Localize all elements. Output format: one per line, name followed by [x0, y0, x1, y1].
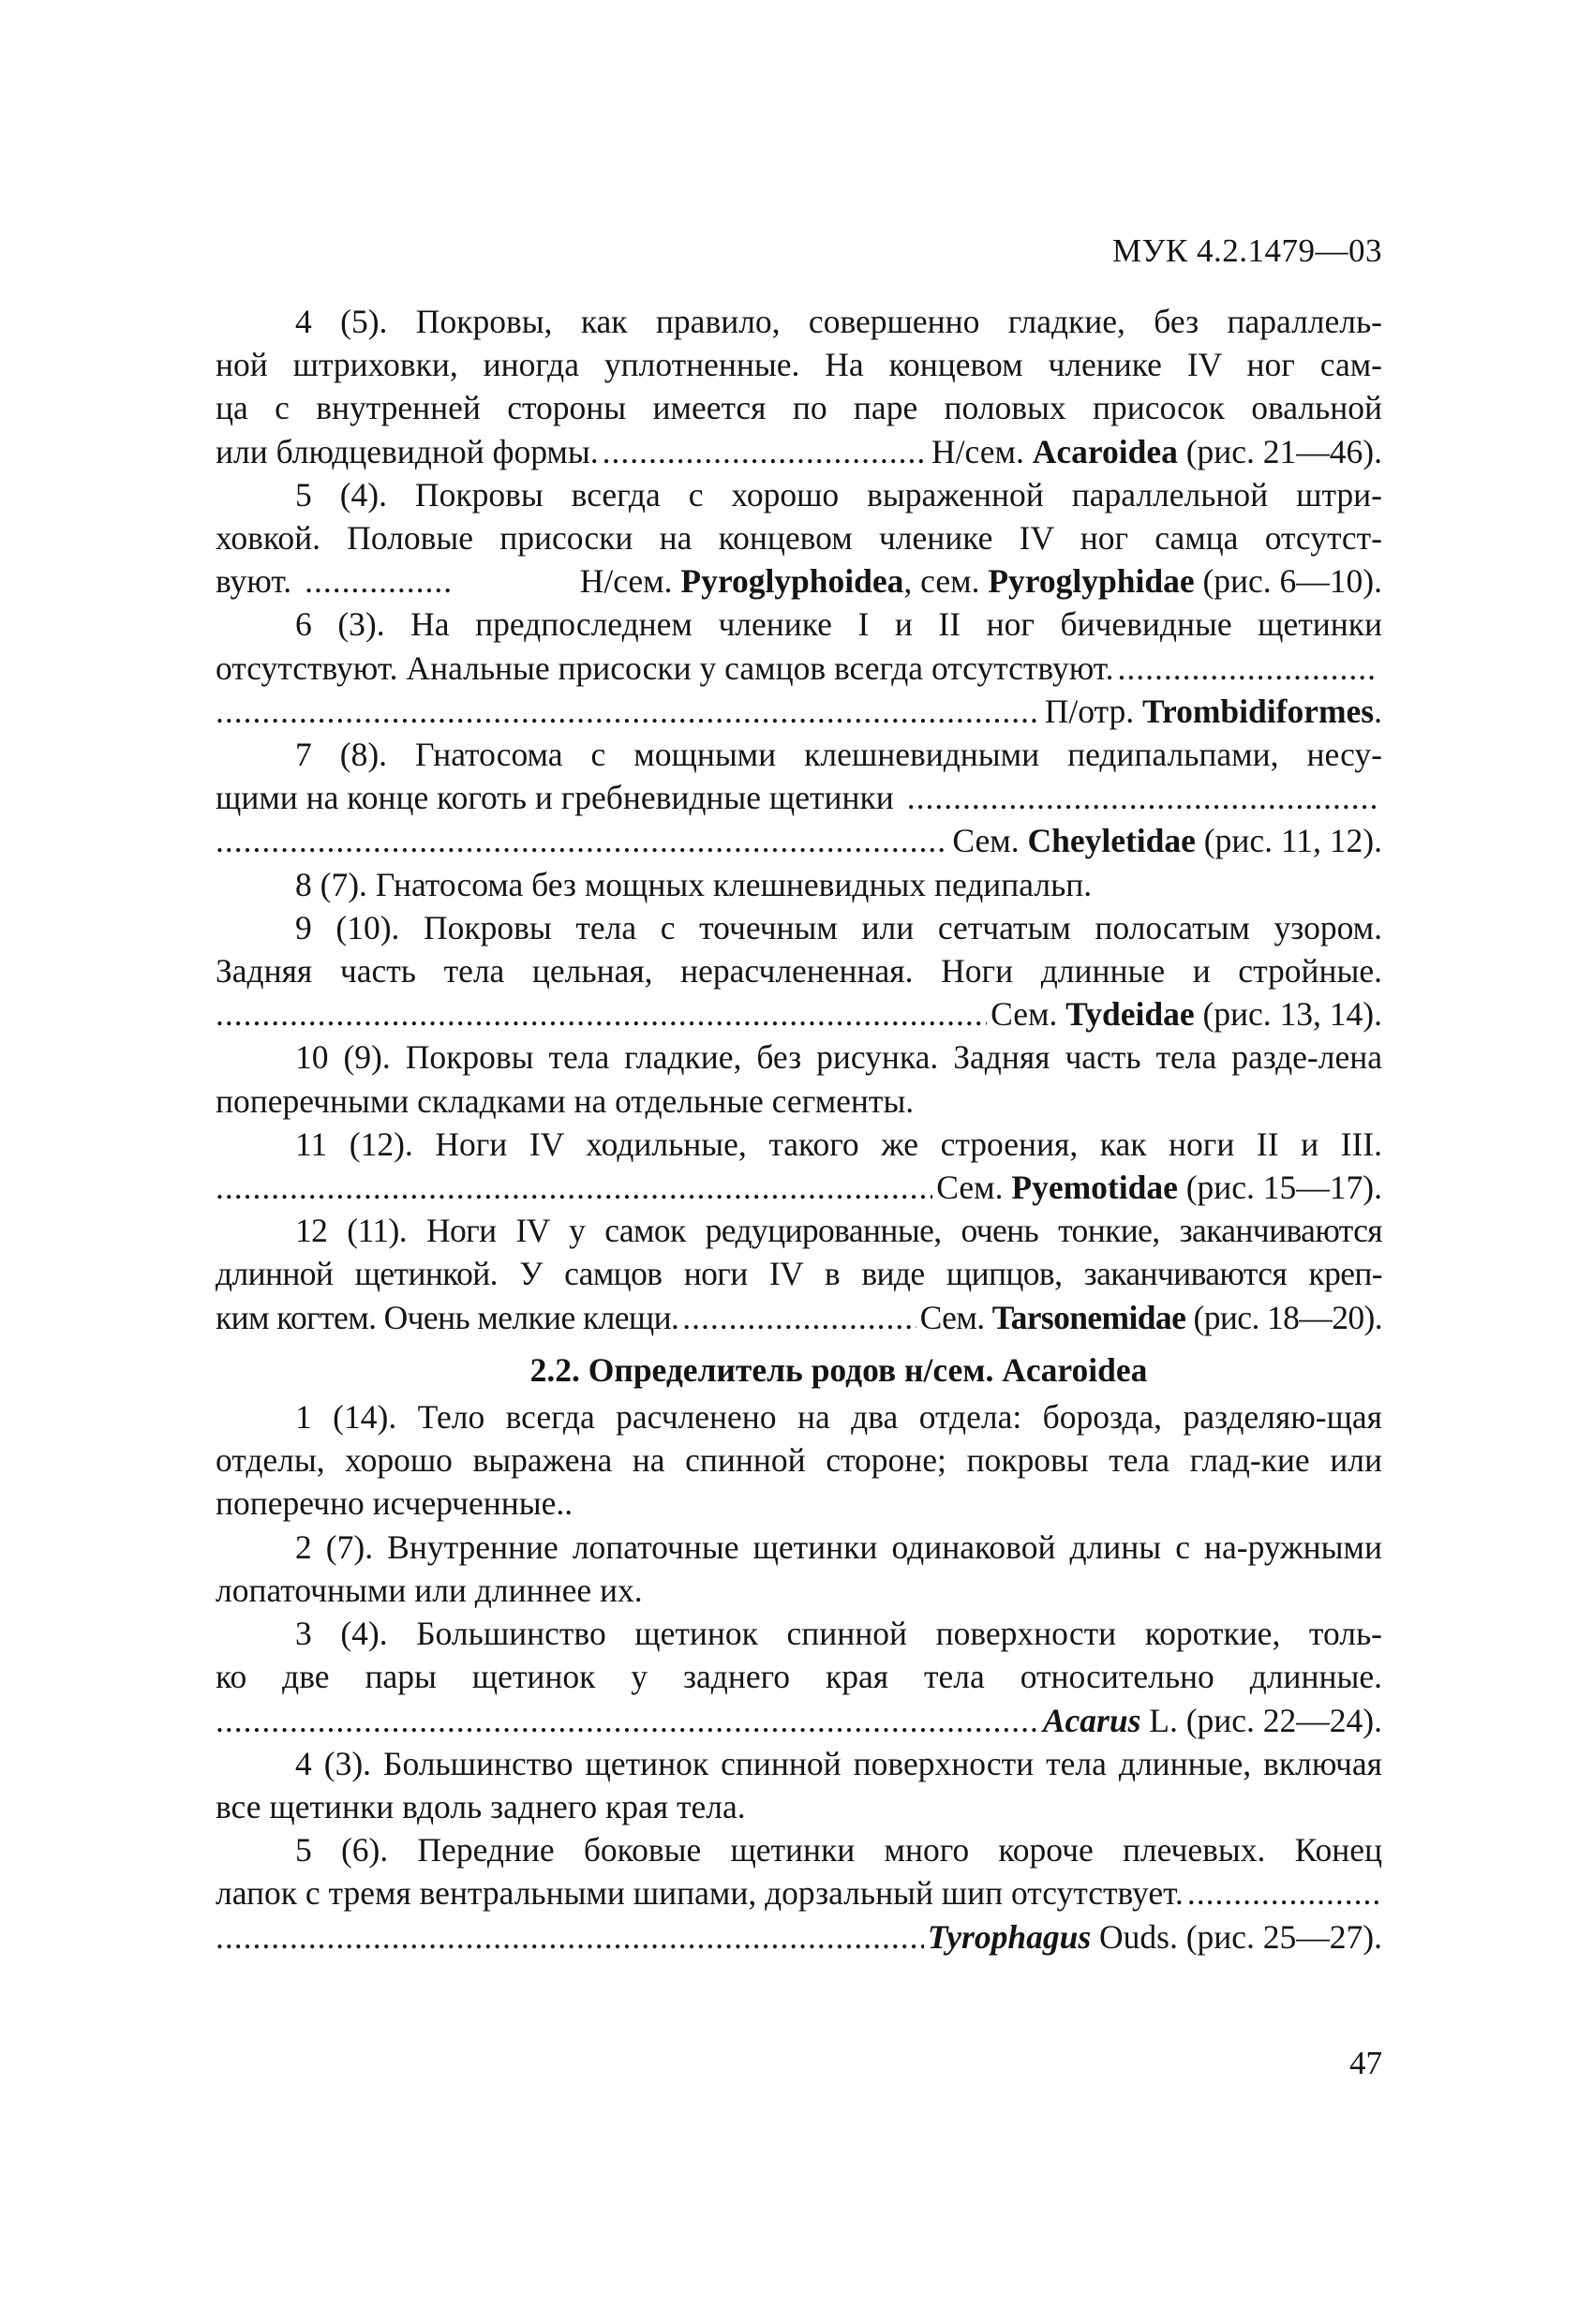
key-entry-10: 10 (9). Покровы тела гладкие, без рисунка. Задняя часть тела разде-лена поперечными складками на отдельные сегменты.	[216, 1038, 1382, 1120]
key-result	[991, 992, 1382, 1035]
text-line: лапок с тремя вентральными шипами, дорзальный шип отсутствует.	[216, 1874, 1184, 1913]
dot-leader	[216, 1915, 924, 1959]
text-line: отсутствуют. Анальные присоски у самцов всегда отсутствуют.	[216, 648, 1114, 687]
dot-leader	[603, 430, 928, 473]
genus-entry-2: 2 (7). Внутренние лопаточные щетинки одинаковой длины с на-ружными лопаточными или длиннее их.	[216, 1527, 1382, 1609]
page-number: 47	[1349, 2045, 1382, 2081]
text-line: 5 (6). Передние боковые щетинки много короче плечевых. Конец	[295, 1831, 1382, 1870]
taxon-name: Pyroglyphoidea	[680, 562, 904, 601]
text-line: щими на конце коготь и гребневидные щетинки	[216, 779, 894, 817]
page-body	[216, 300, 1382, 1959]
rank-label: Сем.	[936, 1169, 1004, 1207]
section-heading: 2.2. Определитель родов н/сем. Acaroidea	[529, 1350, 1148, 1389]
key-entry-8: 8 (7). Гнатосома без мощных клешневидных педипальп.	[295, 865, 1093, 903]
key-entry-4	[216, 300, 1382, 473]
text-line: 4 (5). Покровы, как правило, совершенно гладкие, без параллель-	[295, 303, 1382, 340]
key-result	[1045, 690, 1382, 733]
rank-label: , сем.	[903, 562, 980, 601]
genus-entry-1: 1 (14). Тело всегда расчленено на два отдела: борозда, разделяю-щая отделы, хорошо выражена на спинной стороне; покровы тела глад-кие или поперечно исчерченные..	[216, 1398, 1382, 1523]
key-result	[1043, 1699, 1382, 1742]
dot-leader	[216, 690, 1041, 733]
key-result	[936, 1166, 1382, 1209]
text-line: ким когтем. Очень мелкие клещи.	[216, 1298, 679, 1336]
punctuation: .	[1374, 692, 1382, 730]
figure-ref: Ouds. (рис. 25—27).	[1099, 1917, 1382, 1956]
text-line: ной штриховки, иногда уплотненные. На концевом членике IV ног сам-	[216, 346, 1382, 384]
text-line: ко две пары щетинок у заднего края тела относительно длинные.	[216, 1658, 1382, 1696]
document-code-header: МУК 4.2.1479—03	[1112, 232, 1382, 269]
dot-leader	[305, 559, 454, 603]
text-line: Задняя часть тела цельная, нерасчлененная. Ноги длинные и стройные.	[216, 952, 1382, 991]
dot-leader	[1187, 1871, 1378, 1914]
key-entry-5	[216, 473, 1382, 603]
text-line: ховкой. Половые присоски на концевом членике IV ног самца отсутст-	[216, 519, 1382, 558]
dot-leader	[1118, 647, 1379, 690]
key-entry-7	[216, 733, 1382, 863]
text-line: ца с внутренней стороны имеется по паре половых присосок овальной	[216, 389, 1382, 427]
figure-ref: (рис. 11, 12).	[1203, 822, 1382, 860]
text-line: 12 (11). Ноги IV у самок редуцированные, очень тонкие, заканчиваются	[295, 1212, 1382, 1250]
key-result	[458, 559, 1382, 603]
dot-leader	[682, 1296, 916, 1339]
dot-leader	[216, 1699, 1039, 1742]
figure-ref: L. (рис. 22—24).	[1149, 1701, 1382, 1739]
genus-name: Acarus	[1042, 1701, 1141, 1739]
text-line: 6 (3). На предпоследнем членике I и II ног бичевидные щетинки	[295, 605, 1382, 644]
figure-ref: (рис. 21—46).	[1185, 432, 1382, 470]
dot-leader	[216, 819, 948, 862]
figure-ref: (рис. 15—17).	[1185, 1169, 1382, 1207]
text-line: вуют.	[216, 562, 292, 601]
rank-label: Н/сем.	[579, 562, 673, 601]
key-result	[952, 819, 1382, 862]
key-entry-12	[216, 1209, 1382, 1339]
key-entry-9	[216, 906, 1382, 1036]
text-line: 7 (8). Гнатосома с мощными клешневидными педипальпами, несу-	[295, 736, 1382, 774]
text-line: 9 (10). Покровы тела с точечным или сетчатым полосатым узором.	[295, 908, 1382, 946]
rank-label: П/отр.	[1044, 692, 1135, 730]
dot-leader	[216, 992, 987, 1035]
genus-entry-5	[216, 1828, 1382, 1959]
rank-label: Сем.	[919, 1298, 985, 1336]
taxon-name: Acaroidea	[1032, 432, 1178, 470]
figure-ref: (рис. 18—20).	[1193, 1298, 1382, 1336]
genus-entry-4: 4 (3). Большинство щетинок спинной поверхности тела длинные, включая все щетинки вдоль заднего края тела.	[216, 1744, 1382, 1825]
key-entry-6	[216, 603, 1382, 733]
text-line: длинной щетинкой. У самцов ноги IV в виде щипцов, заканчиваются креп-	[216, 1255, 1382, 1293]
rank-label: Сем.	[991, 995, 1058, 1034]
dot-leader	[907, 776, 1378, 819]
key-result	[928, 1915, 1382, 1959]
text-line: или блюдцевидной формы.	[216, 432, 599, 470]
dot-leader	[216, 1166, 932, 1209]
key-result	[920, 1296, 1382, 1339]
genus-name: Tyrophagus	[927, 1917, 1092, 1956]
key-result	[931, 430, 1382, 473]
key-entry-11	[216, 1123, 1382, 1209]
text-line: 5 (4). Покровы всегда с хорошо выраженной параллельной штри-	[295, 475, 1382, 514]
figure-ref: (рис. 13, 14).	[1202, 995, 1382, 1034]
text-line: 3 (4). Большинство щетинок спинной поверхности короткие, толь-	[295, 1615, 1382, 1653]
figure-ref: (рис. 6—10).	[1202, 562, 1382, 601]
rank-label: Сем.	[952, 822, 1020, 860]
taxon-name: Tarsonemidae	[991, 1298, 1186, 1336]
taxon-name: Tydeidae	[1065, 995, 1195, 1034]
text-line: 11 (12). Ноги IV ходильные, такого же строения, как ноги II и III.	[295, 1125, 1382, 1163]
taxon-name: Cheyletidae	[1027, 822, 1196, 860]
taxon-name: Pyroglyphidae	[988, 562, 1195, 601]
genus-entry-3	[216, 1612, 1382, 1742]
rank-label: Н/сем.	[931, 432, 1024, 470]
taxon-name: Trombidiformes	[1141, 692, 1375, 730]
taxon-name: Pyemotidae	[1011, 1169, 1178, 1207]
